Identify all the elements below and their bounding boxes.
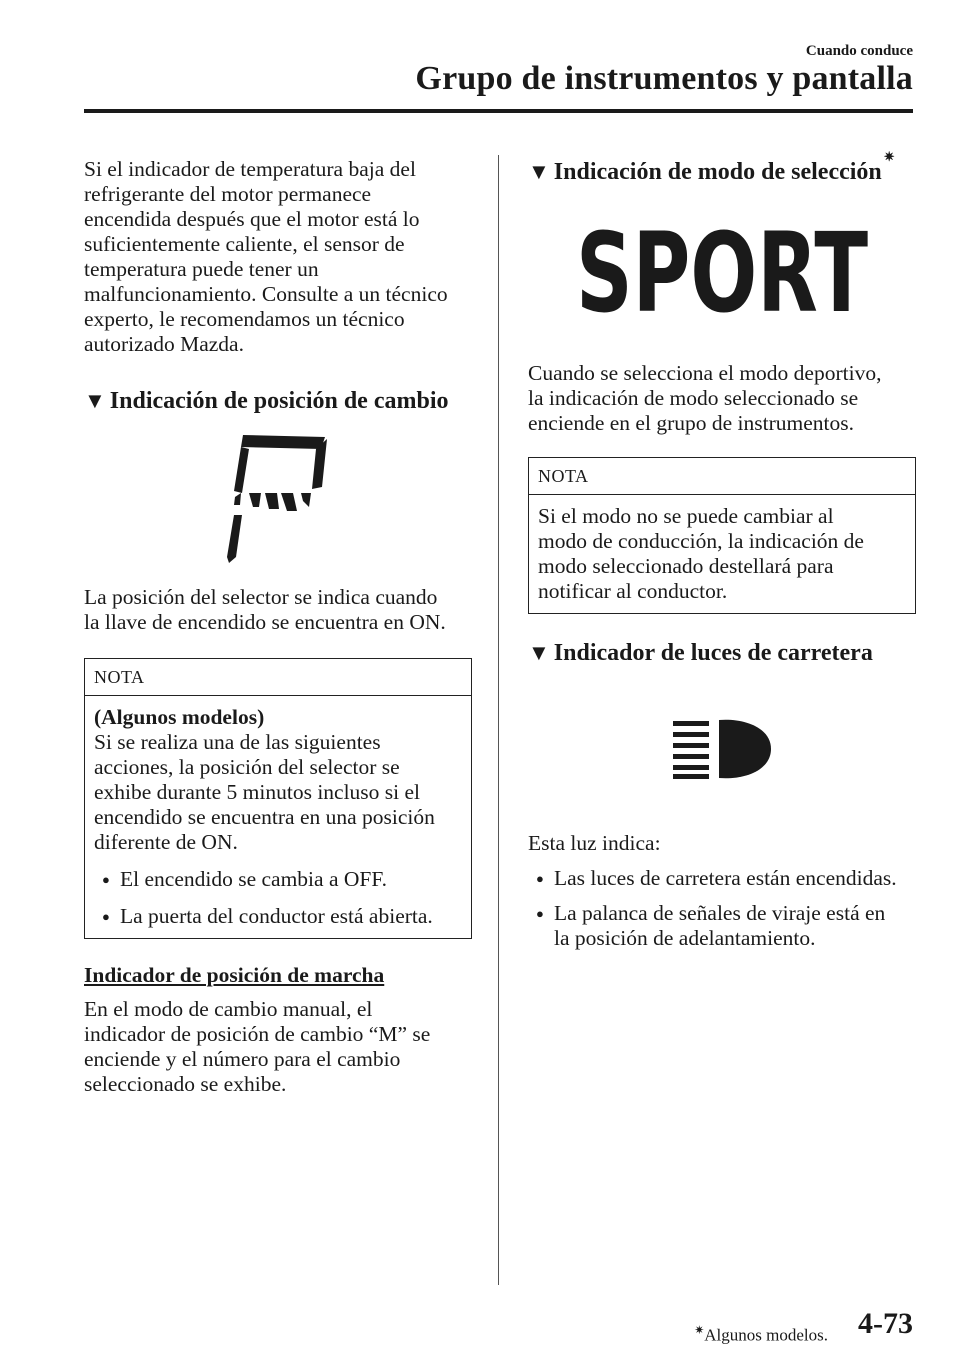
gear-paragraph: En el modo de cambio manual, el indicador de posición de cambio “M” se enciende y el número para el cambio seleccionado se exhibe.: [84, 997, 431, 1096]
shift-position-heading: ▼ Indicación de posición de cambio: [84, 388, 449, 414]
nota-body: [529, 495, 915, 613]
beam-intro: Esta luz indica:: [528, 831, 661, 855]
asterisk-icon: ✷: [694, 1323, 705, 1337]
beam-bullet-list: [528, 866, 916, 951]
list-item: ● La puerta del conductor está abierta.: [102, 904, 433, 928]
shift-icon-wrap: [84, 431, 472, 563]
triangle-down-icon: ▼: [84, 388, 106, 413]
nota-paragraph: Si el modo no se puede cambiar al modo de conducción, la indicación de modo seleccionado destellará para notificar al conductor.: [538, 504, 864, 603]
intro-paragraph: Si el indicador de temperatura baja del refrigerante del motor permanece encendida después que el motor está lo suficientemente caliente, el sensor de temperatura puede tener un malfuncionamiento. Consulte a un técnico experto, le recomendamos un técnico autorizado Mazda.: [84, 157, 448, 356]
svg-text:SPORT: SPORT: [576, 209, 868, 337]
list-item: ● Las luces de carretera están encendidas.: [536, 866, 897, 890]
high-beam-heading: ▼ Indicador de luces de carretera: [528, 640, 873, 666]
list-item: ● La palanca de señales de viraje está en la posición de adelantamiento.: [536, 901, 886, 950]
list-item: ● El encendido se cambia a OFF.: [102, 867, 387, 891]
triangle-down-icon: ▼: [528, 159, 550, 184]
nota-label: NOTA: [85, 659, 471, 696]
beam-icon-wrap: [528, 716, 916, 782]
column-divider: [498, 155, 499, 1285]
triangle-down-icon: ▼: [528, 640, 550, 665]
page-number: 4-73: [858, 1307, 913, 1340]
bullet-dot-icon: ●: [536, 871, 544, 886]
mode-paragraph: Cuando se selecciona el modo deportivo, la indicación de modo seleccionado se enciende en el grupo de instrumentos.: [528, 361, 882, 435]
nota-paragraph: Si se realiza una de las siguientes acciones, la posición del selector se exhibe durante 5 minutos incluso si el encendido se encuentra en una posición diferente de ON.: [94, 730, 435, 854]
bullet-dot-icon: ●: [536, 906, 544, 921]
mode-selection-heading: ▼ Indicación de modo de selección ✷: [528, 149, 895, 185]
header-rule: [84, 109, 913, 113]
nota-label: NOTA: [529, 458, 915, 495]
nota-body: [85, 696, 471, 938]
page-title: Grupo de instrumentos y pantalla: [415, 60, 913, 97]
nota-box-mode: [528, 457, 916, 614]
sport-mode-icon: [572, 209, 872, 337]
high-beam-icon: [667, 716, 777, 782]
shift-paragraph: La posición del selector se indica cuando la llave de encendido se encuentra en ON.: [84, 585, 446, 634]
section-label: Cuando conduce: [805, 43, 913, 59]
gear-position-subheading: Indicador de posición de marcha: [84, 963, 385, 987]
shift-position-p-icon: [223, 431, 333, 563]
sport-indicator: [528, 209, 916, 337]
nota-bullet-list: [94, 867, 463, 929]
bullet-dot-icon: ●: [102, 909, 110, 924]
nota-subtitle: (Algunos modelos): [94, 705, 265, 729]
bullet-dot-icon: ●: [102, 872, 110, 887]
footer-note: ✷Algunos modelos.: [694, 1323, 828, 1345]
right-column: [528, 149, 916, 951]
left-column: [84, 157, 472, 1097]
nota-box-shift: [84, 658, 472, 939]
